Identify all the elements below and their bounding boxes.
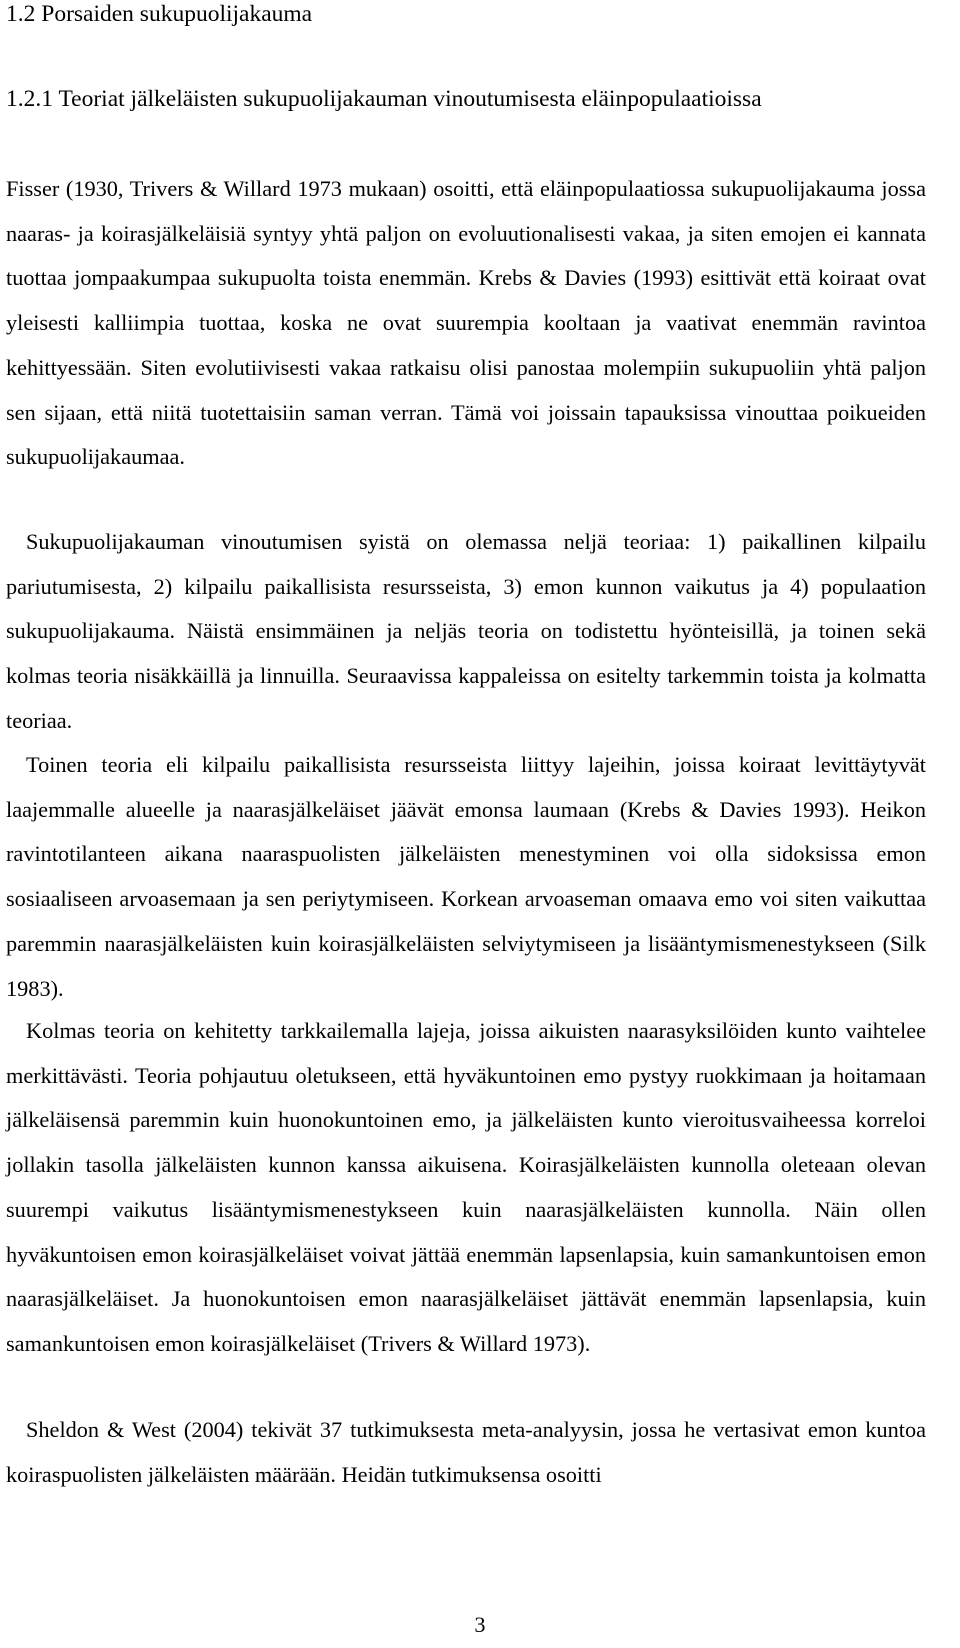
- section-heading: 1.2 Porsaiden sukupuolijakauma: [6, 1, 313, 27]
- paragraph-third-theory: Kolmas teoria on kehitetty tarkkailemalla lajeja, joissa aikuisten naarasyksilöiden kunto vaihtelee merkittävästi. Teoria pohjautuu oletukseen, että hyväkuntoinen emo pystyy ruokkimaan ja hoitamaan jälkeläisensä paremmin kuin huonokuntoinen emo, ja jälkeläisten kunto vieroitusvaiheessa korreloi jollakin tasolla jälkeläisten kunnon kanssa aikuisena. Koirasjälkeläisten kunnolla oleteaan olevan suurempi vaikutus lisääntymismenestykseen kuin naarasjälkeläisten kunnolla. Näin ollen hyväkuntoisen emon koirasjälkeläiset voivat jättää enemmän lapsenlapsia, kuin samankuntoisen emon naarasjälkeläiset. Ja huonokuntoisen emon naarasjälkeläiset jättävät enemmän lapsenlapsia, kuin samankuntoisen emon koirasjälkeläiset (Trivers & Willard 1973).: [6, 1018, 926, 1356]
- paragraph-sheldon-west: Sheldon & West (2004) tekivät 37 tutkimuksesta meta-analyysin, jossa he vertasivat emon kuntoa koiraspuolisten jälkeläisten määrään. Heidän tutkimuksensa osoitti: [6, 1417, 926, 1487]
- paragraph-four-theories: Sukupuolijakauman vinoutumisen syistä on olemassa neljä teoriaa: 1) paikallinen kilpailu pariutumisesta, 2) kilpailu paikallisista resursseista, 3) emon kunnon vaikutus ja 4) populaation sukupuolijakauma. Näistä ensimmäinen ja neljäs teoria on todistettu hyönteisillä, ja toinen sekä kolmas teoria nisäkkäillä ja linnuilla. Seuraavissa kappaleissa on esitelty tarkemmin toista ja kolmatta teoriaa.: [6, 529, 926, 733]
- page-number: 3: [474, 1612, 486, 1637]
- subsection-heading: 1.2.1 Teoriat jälkeläisten sukupuolijakauman vinoutumisesta eläinpopulaatioissa: [6, 86, 762, 112]
- paragraph-fisser: Fisser (1930, Trivers & Willard 1973 mukaan) osoitti, että eläinpopulaatiossa sukupuolijakauma jossa naaras- ja koirasjälkeläisiä syntyy yhtä paljon on evoluutionalisesti vakaa, ja siten emojen ei kannata tuottaa jompaakumpaa sukupuolta toista enemmän. Krebs & Davies (1993) esittivät että koiraat ovat yleisesti kalliimpia tuottaa, koska ne ovat suurempia kooltaan ja vaativat enemmän ravintoa kehittyessään. Siten evolutiivisesti vakaa ratkaisu olisi panostaa molempiin sukupuoliin yhtä paljon sen sijaan, että niitä tuotettaisiin saman verran. Tämä voi joissain tapauksissa vinouttaa poikueiden sukupuolijakaumaa.: [6, 176, 926, 470]
- paragraph-second-theory: Toinen teoria eli kilpailu paikallisista resursseista liittyy lajeihin, joissa koiraat levittäytyvät laajemmalle alueelle ja naarasjälkeläiset jäävät emonsa laumaan (Krebs & Davies 1993). Heikon ravintotilanteen aikana naaraspuolisten jälkeläisten menestyminen voi olla sidoksissa emon sosiaaliseen arvoasemaan ja sen periytymiseen. Korkean arvoaseman omaava emo voi siten vaikuttaa paremmin naarasjälkeläisten kuin koirasjälkeläisten selviytymiseen ja lisääntymismenestykseen (Silk 1983).: [6, 752, 926, 1001]
